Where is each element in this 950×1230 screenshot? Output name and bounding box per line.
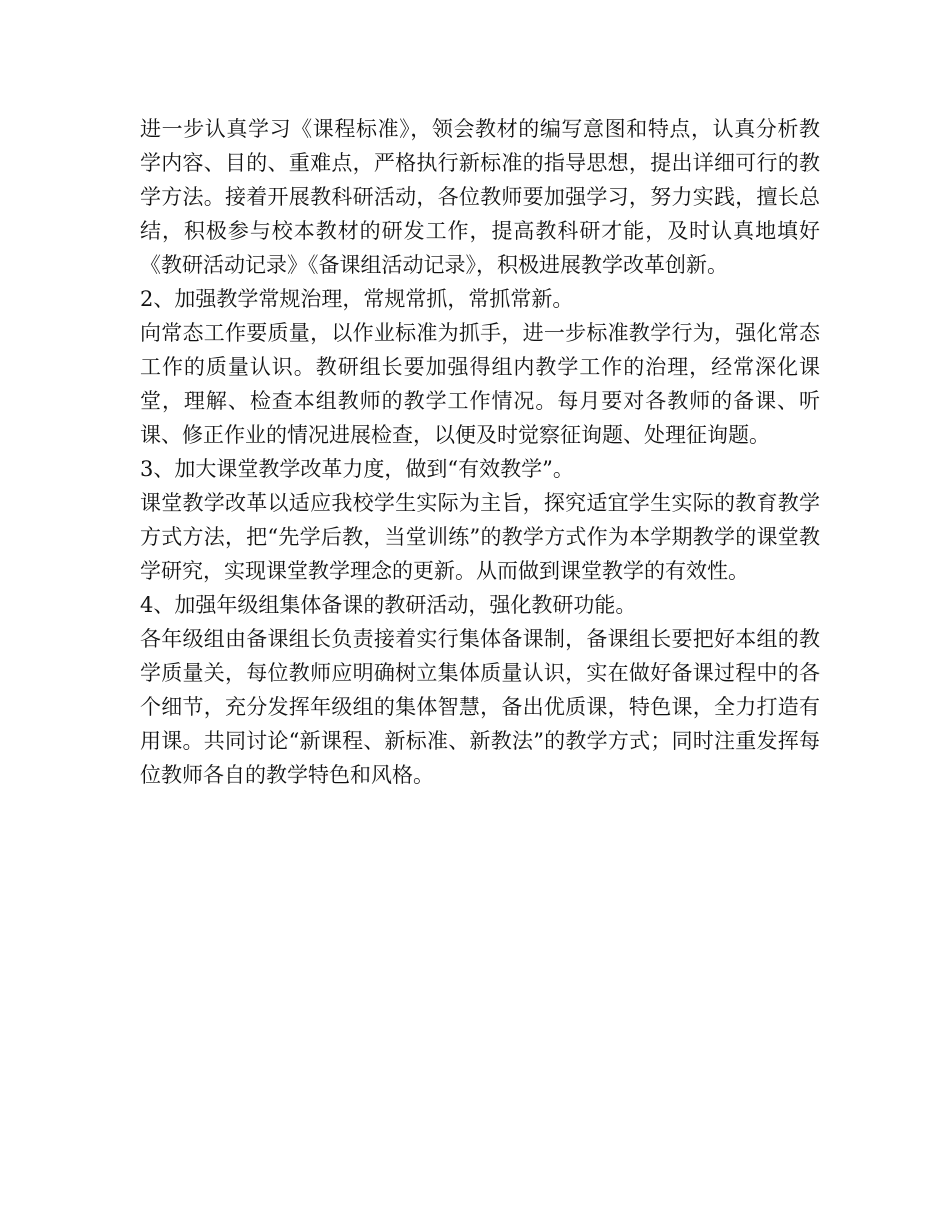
paragraph-collective-lesson-prep: 各年级组由备课组长负责接着实行集体备课制，备课组长要把好本组的教学质量关，每位教师应明确树立集体质量认识，实在做好备课过程中的各个细节，充分发挥年级组的集体智慧，备出优质课，特色课，全力打造有用课。共同讨论“新课程、新标准、新教法”的教学方式；同时注重发挥每位教师各自的教学特色和风格。 bbox=[140, 627, 820, 787]
section-heading-2: 2、加强教学常规治理，常规常抓，常抓常新。 bbox=[140, 287, 574, 311]
section-heading-3: 3、加大课堂教学改革力度，做到“有效教学”。 bbox=[140, 457, 574, 481]
paragraph-study-standards: 进一步认真学习《课程标准》，领会教材的编写意图和特点，认真分析教学内容、目的、重难点，严格执行新标准的指导思想，提出详细可行的教学方法。接着开展教科研活动，各位教师要加强学习，努力实践，擅长总结，积极参与校本教材的研发工作，提高教科研才能，及时认真地填好《教研活动记录》《备课组活动记录》，积极进展教学改革创新。 bbox=[140, 117, 820, 277]
section-heading-4: 4、加强年级组集体备课的教研活动，强化教研功能。 bbox=[140, 593, 637, 617]
document-body bbox=[140, 112, 820, 792]
paragraph-classroom-reform: 课堂教学改革以适应我校学生实际为主旨，探究适宜学生实际的教育教学方式方法，把“先学后教，当堂训练”的教学方式作为本学期教学的课堂教学研究，实现课堂教学理念的更新。从而做到课堂教学的有效性。 bbox=[140, 491, 820, 583]
paragraph-routine-management: 向常态工作要质量，以作业标准为抓手，进一步标准教学行为，强化常态工作的质量认识。教研组长要加强得组内教学工作的治理，经常深化课堂，理解、检查本组教师的教学工作情况。每月要对各教师的备课、听课、修正作业的情况进展检查，以便及时觉察征询题、处理征询题。 bbox=[140, 321, 820, 447]
